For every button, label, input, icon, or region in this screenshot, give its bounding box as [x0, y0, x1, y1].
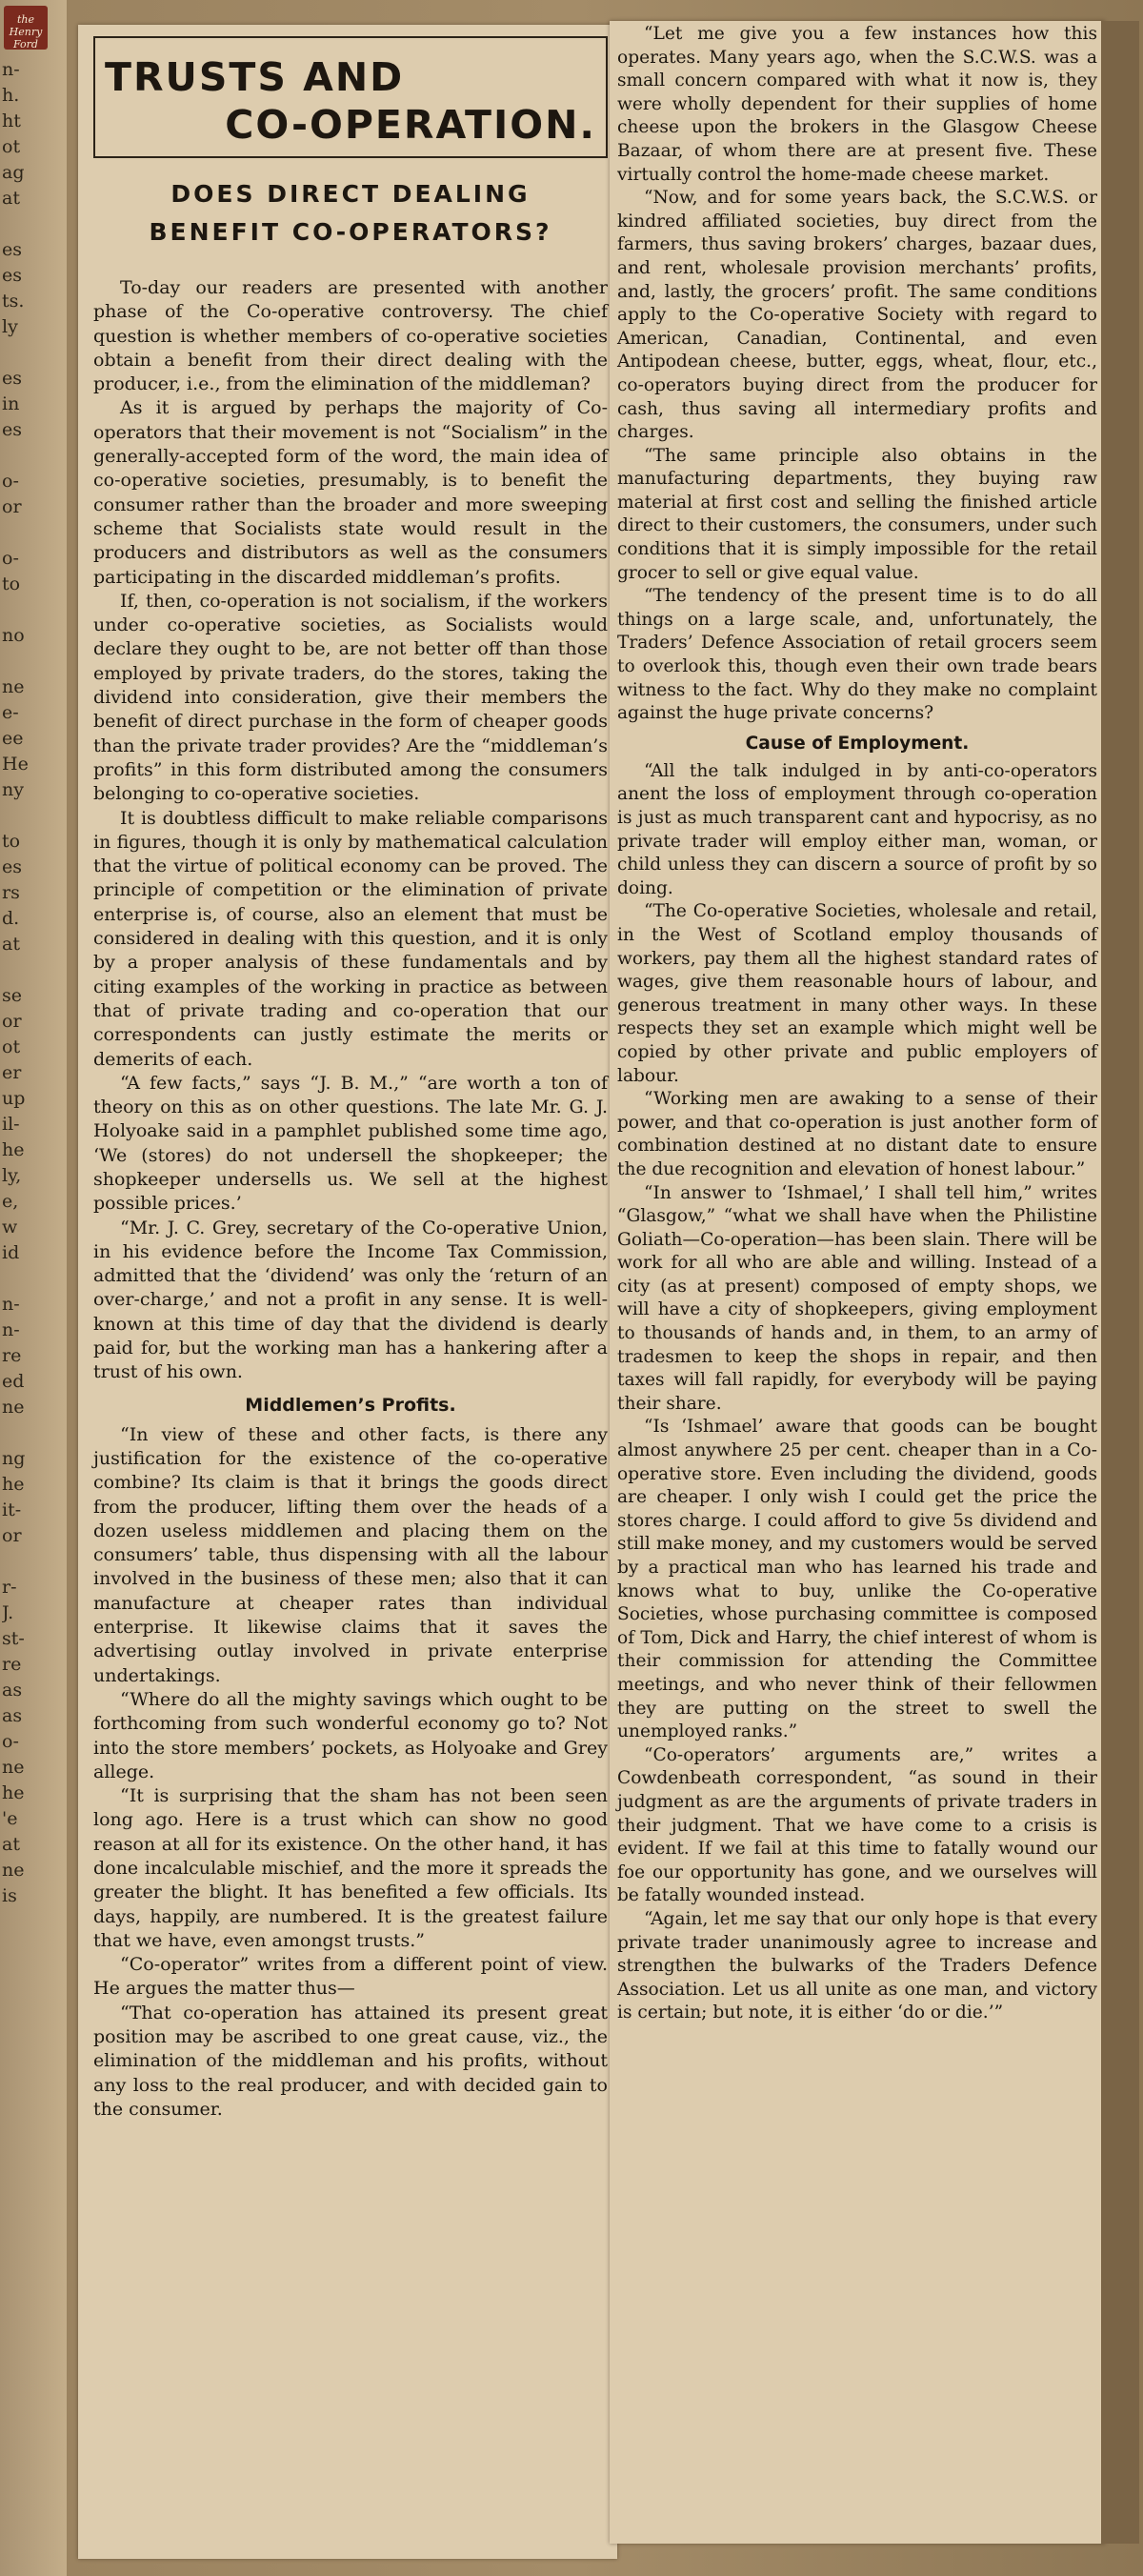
margin-fragment: at [2, 1834, 20, 1855]
margin-fragment [2, 597, 65, 623]
margin-fragment: w [2, 1217, 18, 1238]
margin-fragment: is [2, 1885, 17, 1906]
margin-fragment [2, 1420, 65, 1446]
margin-fragment: o- [2, 1731, 19, 1752]
margin-fragment: rs [2, 882, 20, 903]
margin-fragment [2, 340, 65, 366]
margin-fragment: se [2, 985, 22, 1006]
henry-ford-logo: the Henry Ford [4, 6, 48, 50]
margin-fragment: ly, [2, 1165, 22, 1186]
margin-fragment: h. [2, 85, 20, 106]
margin-fragment: He [2, 754, 29, 775]
margin-fragment: e- [2, 702, 19, 723]
paragraph: “Working men are awaking to a sense of their power, and that co-operation is just another form of combination destined at no distant date to ensure the due recognition and elevation of honest labour.” [617, 1089, 1097, 1179]
margin-fragment [2, 803, 65, 829]
margin-fragment [2, 443, 65, 469]
paragraph: If, then, co-operation is not socialism, if the workers under co-operative societies, as Socialists would declare they ought to be, are not better off than those employed by private traders, do the stores, taking the dividend into consideration, give their members the benefit of direct purchase in the form of cheaper goods than the private trader provides? Are the “middleman’s profits” in this form distributed among the consumers belonging to co-operative societies. [93, 590, 608, 805]
margin-fragment: as [2, 1680, 23, 1701]
margin-fragment [2, 211, 65, 237]
margin-fragment: he [2, 1474, 25, 1495]
section-heading: Cause of Employment. [745, 733, 970, 754]
paragraph: “In view of these and other facts, is there any justification for the existence of the co-operative combine? Its claim is that it brings the goods direct from the producer, lifting them over the heads of a dozen useless middlemen and placing them on the consumers’ table, thus dispensing with all the labour involved in the business of these men; also that it can manufacture at cheaper rates than individual enterprise. It likewise claims that it saves the advertising outlay involved in private enterprise undertakings. [93, 1423, 608, 1686]
margin-fragment: ts. [2, 291, 25, 312]
paragraph: “Where do all the mighty savings which ought to be forthcoming from such wonderful economy go to? Not into the store members’ pockets, as Holyoake and Grey allege. [93, 1688, 608, 1782]
margin-fragment: es [2, 239, 22, 260]
margin-fragment: as [2, 1705, 23, 1726]
paragraph: It is doubtless difficult to make reliable comparisons in figures, though it is only by mathematical calculation that the virtue of political economy can be proved. The principle of competition or the elimination of private enterprise is, of course, also an element that must be considered in dealing with this question, and it is only by a proper analysis of these fundamentals and by citing examples of the working in practice as between that of private trading and co-operation that our correspondents can justly estimate the merits or demerits of each. [93, 807, 608, 1070]
margin-fragment: es [2, 856, 22, 877]
paragraph: “Again, let me say that our only hope is that every private trader unanimously agree to increase and strengthen the bulwarks of the Traders Defence Association. Let us all unite as one man, and victory is certain; but note, it is either ‘do or die.’” [617, 1908, 1097, 2023]
paragraph: “That co-operation has attained its present great position may be ascribed to one great cause, viz., the elimination of the middleman and his profits, without any loss to the real producer, and with decided gain to the consumer. [93, 2002, 608, 2120]
margin-fragment: ne [2, 1860, 25, 1881]
margin-fragment: up [2, 1088, 26, 1109]
margin-fragment: n- [2, 1319, 20, 1340]
margin-fragment: st- [2, 1628, 25, 1649]
margin-fragment: ne [2, 1757, 25, 1778]
right-clipping [610, 21, 1105, 2544]
paragraph: “It is surprising that the sham has not been seen long ago. Here is a trust which can show no good reason at all for its existence. On the other hand, it has done incalculable mischief, and the more it spreads the greater the blight. It has benefited a few officials. Its days, happily, are numbered. It is the greatest failure that we have, even amongst trusts.” [93, 1785, 608, 1951]
margin-fragment: d. [2, 908, 20, 929]
margin-fragment [2, 1266, 65, 1292]
paragraph: “Co-operator” writes from a different point of view. He argues the matter thus— [93, 1954, 608, 2000]
left-article-body [93, 276, 608, 2122]
margin-fragment: he [2, 1782, 25, 1803]
margin-fragment: es [2, 265, 22, 286]
margin-fragment: es [2, 419, 22, 440]
margin-fragment: ht [2, 111, 21, 131]
margin-fragment: ot [2, 136, 21, 157]
margin-fragment: ed [2, 1371, 25, 1392]
margin-fragment: n- [2, 1294, 20, 1315]
margin-fragment: n- [2, 59, 20, 80]
margin-fragment: or [2, 496, 22, 517]
left-clipping [78, 25, 617, 2559]
margin-fragment: 'e [2, 1808, 18, 1829]
paragraph: “Is ‘Ishmael’ aware that goods can be bought almost anywhere 25 per cent. cheaper than in a Co-operative store. Even including the dividend, goods are cheaper. I only wish I could get the price the stores charge. I could afford to give 5s dividend and still make money, and my customers would be served by a practical man who has learned his trade and knows what to buy, unlike the Co-operative Societies, whose purchasing committee is composed of Tom, Dick and Harry, the chief interest of whom is their commission for attending the Committee meetings, and who never think of their fellowmen they are putting on the street to swell the unemployed ranks.” [617, 1417, 1097, 1742]
paragraph: As it is argued by perhaps the majority of Co-operators that their movement is not “Socialism” in the generally-accepted form of the word, the main idea of co-operative societies, presumably, is to benefit the consumer rather than the broader and more sweeping scheme that Socialists state would result in the producers and distributors as well as the consumers participating in the discarded middleman’s profits. [93, 397, 608, 588]
margin-fragment: at [2, 188, 20, 209]
margin-fragment: ag [2, 162, 25, 183]
headline-line-1: TRUSTS AND [105, 54, 405, 100]
margin-fragment: es [2, 368, 22, 389]
paragraph: “Co-operators’ arguments are,” writes a Cowdenbeath correspondent, “as sound in their judgment as are the arguments of private traders in their judgment. That we have come to a crisis is evident. If we fail at this time to fatally wound our foe our opportunity has gone, and we ourselves will be fatally wounded instead. [617, 1744, 1097, 1906]
paragraph: “Now, and for some years back, the S.C.W.S. or kindred affiliated societies, buy direct from the farmers, thus saving brokers’ charges, bazaar dues, and rent, wholesale provision merchants’ profits, and, lastly, the grocers’ profit. The same conditions apply to the Co-operative Society with regard to American, Canadian, Continental, and even Antipodean cheese, butter, eggs, wheat, flour, etc., co-operators buying direct from the producer for cash, thus saving all intermediary profits and charges. [617, 188, 1097, 443]
paragraph: “Mr. J. C. Grey, secretary of the Co-operative Union, in his evidence before the Income Tax Commission, admitted that the ‘dividend’ was only the ‘return of an over-charge,’ and not a profit in any sense. It is well-known at this time of day that the dividend is dearly paid for, but the working man has a hankering after a trust of his own. [93, 1217, 608, 1383]
paragraph: “In answer to ‘Ishmael,’ I shall tell him,” writes “Glasgow,” “what we shall have when the Philistine Goliath—Co-operation—has been slain. There will be work for all who are able and willing. Instead of a city (as at present) composed of empty shops, we will have a city of shopkeepers, giving employment to thousands of hands and, in them, to an army of tradesmen to keep the shops in repair, and then taxes will fall rapidly, for everybody will be paying their share. [617, 1182, 1097, 1414]
margin-fragment: J. [2, 1602, 14, 1623]
margin-fragment: or [2, 1011, 22, 1032]
margin-fragment: il- [2, 1114, 20, 1135]
section-heading: Middlemen’s Profits. [245, 1394, 456, 1416]
subheadline-line-2: BENEFIT CO-OPERATORS? [149, 218, 552, 246]
subheadline-line-1: DOES DIRECT DEALING [170, 180, 531, 208]
paragraph: “The same principle also obtains in the manufacturing departments, they buying raw material at first cost and selling the finished article direct to their customers, the consumers, under such conditions that it is simply impossible for the retail grocer to sell or give equal value. [617, 445, 1097, 583]
margin-fragment: or [2, 1525, 22, 1546]
margin-fragment: it- [2, 1499, 22, 1520]
paragraph: “The tendency of the present time is to do all things on a large scale, and, unfortunately, the Traders’ Defence Association of retail grocers seem to overlook this, though even their own trade bears witness to the fact. Why do they make no complaint against the huge private concerns? [617, 586, 1097, 724]
left-margin-column [0, 0, 67, 2576]
margin-fragment: re [2, 1654, 22, 1675]
margin-fragment: ee [2, 728, 24, 749]
margin-fragment: re [2, 1345, 22, 1366]
margin-fragment: ng [2, 1448, 26, 1469]
margin-fragment [2, 1549, 65, 1575]
margin-fragment: r- [2, 1577, 17, 1598]
margin-fragment [2, 957, 65, 983]
margin-fragment: ne [2, 1397, 25, 1418]
paragraph: “A few facts,” says “J. B. M.,” “are worth a ton of theory on this as on other questions. The late Mr. G. J. Holyoake said in a pamphlet published some time ago, ‘We (stores) do not undersell the shopkeeper; the shopkeeper undersells us. We sell at the highest possible prices.’ [93, 1072, 608, 1215]
margin-fragment: o- [2, 471, 19, 492]
margin-fragment: er [2, 1062, 22, 1083]
margin-fragment: o- [2, 548, 19, 569]
margin-fragment: e, [2, 1191, 19, 1212]
margin-fragment [2, 649, 65, 674]
margin-fragment: id [2, 1242, 20, 1263]
paragraph: To-day our readers are presented with another phase of the Co-operative controversy. The chief question is whether members of co-operative societies obtain a benefit from their direct dealing with the producer, i.e., from the elimination of the middleman? [93, 277, 608, 395]
margin-fragment: no [2, 625, 25, 646]
headline-line-2: CO-OPERATION. [225, 102, 596, 148]
paragraph: “All the talk indulged in by anti-co-operators anent the loss of employment through co-operation is just as much transparent cant and hypocrisy, as no private trader will employ either man, woman, or child unless they can discern a source of profit by so doing. [617, 760, 1097, 898]
margin-fragment: to [2, 831, 21, 852]
paragraph: “The Co-operative Societies, wholesale and retail, in the West of Scotland employ thousands of workers, pay them all the highest standard rates of wages, give them reasonable hours of labour, and generous treatment in many other ways. In these respects they set an example which might well be copied by other private and public employers of labour. [617, 901, 1097, 1086]
margin-fragment: in [2, 393, 20, 414]
margin-fragment [2, 520, 65, 546]
margin-text-fragments [2, 57, 65, 1909]
margin-fragment: ot [2, 1036, 21, 1057]
margin-fragment: at [2, 934, 20, 955]
right-edge-strip [1101, 21, 1139, 2544]
margin-fragment: he [2, 1139, 25, 1160]
paragraph: “Let me give you a few instances how this operates. Many years ago, when the S.C.W.S. was a small concern compared with what it now is, they were wholly dependent for their supplies of home cheese upon the brokers in the Glasgow Cheese Bazaar, of whom there are at present five. These virtually control the home-made cheese market. [617, 24, 1097, 185]
margin-fragment: to [2, 574, 21, 594]
margin-fragment: ne [2, 676, 25, 697]
headline-box [93, 36, 608, 158]
margin-fragment: ly [2, 316, 18, 337]
subheadline [93, 175, 608, 252]
margin-fragment: ny [2, 779, 24, 800]
right-article-body [617, 23, 1097, 2025]
